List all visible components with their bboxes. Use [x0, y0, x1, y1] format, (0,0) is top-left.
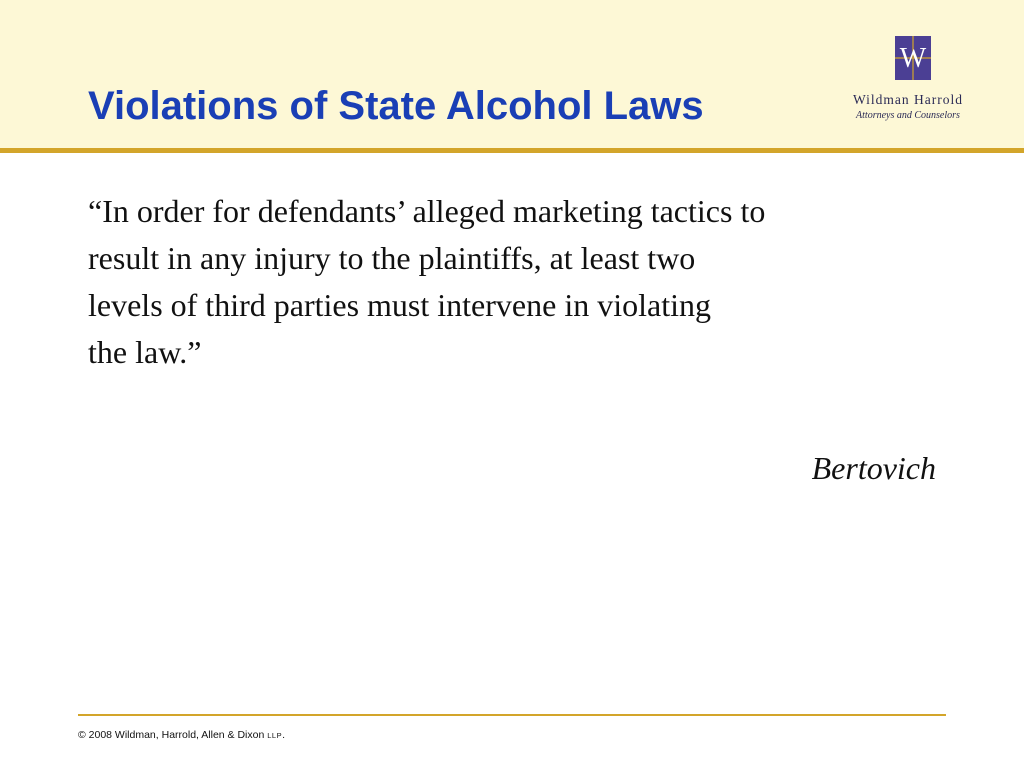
firm-name: Wildman Harrold: [852, 92, 964, 107]
firm-monogram-letter: W: [899, 43, 927, 74]
footer-period: .: [282, 729, 286, 741]
footer-copyright: [78, 729, 285, 741]
footer-llp: LLP: [267, 731, 283, 740]
quote-text: [88, 188, 948, 376]
firm-logo: [838, 30, 988, 125]
quote-line: the law.”: [88, 334, 202, 370]
quote-line: result in any injury to the plaintiffs, at least two: [88, 240, 696, 276]
firm-monogram-icon: [895, 36, 931, 80]
footer-divider: [78, 714, 946, 716]
header-divider: [0, 148, 1024, 153]
quote-line: “In order for defendants’ alleged marketing tactics to: [88, 193, 766, 229]
quote-line: levels of third parties must intervene in violating: [88, 287, 711, 323]
quote-attribution: Bertovich: [811, 450, 936, 486]
slide-title: Violations of State Alcohol Laws: [88, 84, 704, 128]
footer-copyright-text: © 2008 Wildman, Harrold, Allen & Dixon: [78, 729, 268, 741]
firm-tagline: Attorneys and Counselors: [856, 110, 960, 121]
